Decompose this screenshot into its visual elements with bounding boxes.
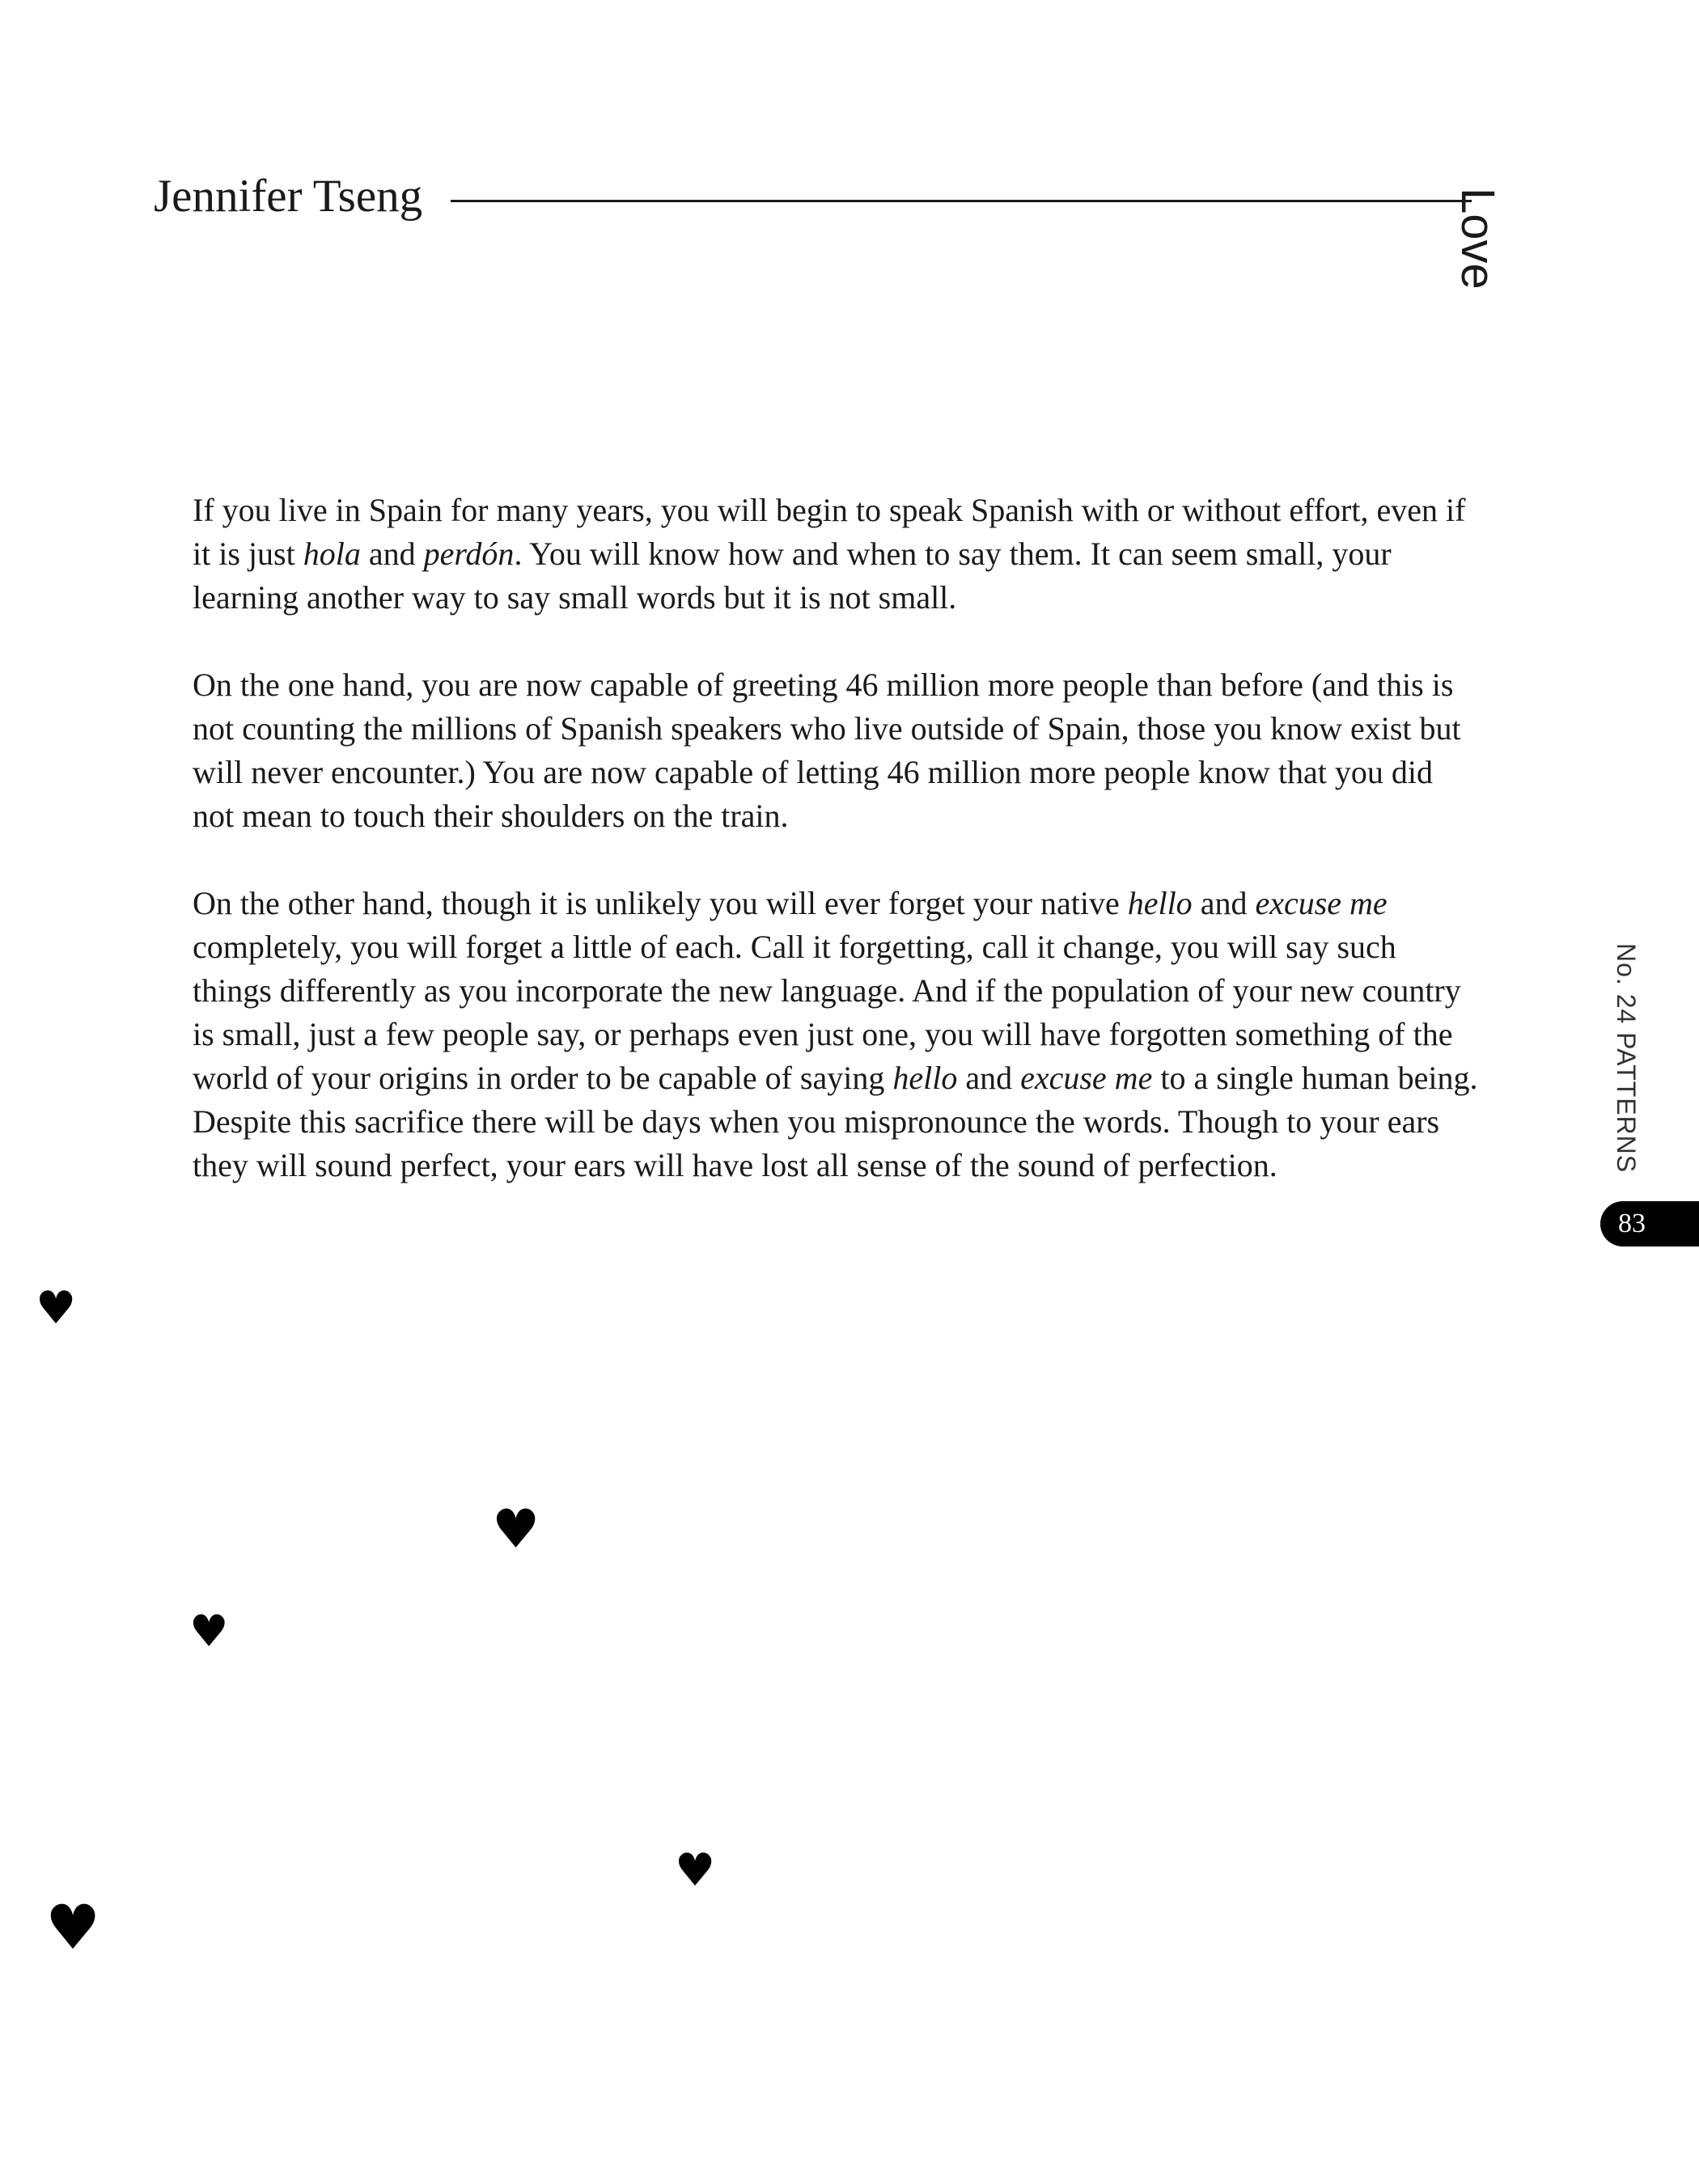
paragraph-2: On the one hand, you are now capable of greeting 46 million more people than before (and this is not counting the millions of Spanish speakers who live outside of Spain, those you know exist but will never encounter.) You are now capable of letting 46 million more people know that you did not mean to touch their shoulders on the train. [193, 667, 1461, 834]
heart-icon: ♥ [45, 1891, 101, 1963]
italic-excuse-me: excuse me [1255, 885, 1388, 921]
issue-label: No. 24 PATTERNS [1612, 943, 1641, 1174]
paragraph-3: On the other hand, though it is unlikely you will ever forget your native hello and excuse me completely, you will forget a little of each. Call it forgetting, call it change, you will say such things differently as you incorporate the new language. And if the population of your new country is small, just a few people say, or perhaps even just one, you will have forgotten something of the world of your origins in order to be capable of saying hello and excuse me to a single human being. Despite this sacrifice there will be days when you mispronounce the words. Though to your ears they will sound perfect, your ears will have lost all sense of the sound of perfection. [193, 885, 1478, 1183]
italic-hola: hola [303, 535, 361, 572]
paragraph-1: If you live in Spain for many years, you will begin to speak Spanish with or without effort, even if it is just hola and perdón. You will know how and when to say them. It can seem small, your learning another way to say small words but it is not small. [193, 492, 1466, 616]
heart-icon: ♥ [36, 1282, 77, 1335]
italic-excuse-me: excuse me [1020, 1060, 1153, 1096]
italic-hello: hello [892, 1060, 958, 1096]
author-name: Jennifer Tseng [154, 171, 423, 222]
italic-perdon: perdón [423, 535, 515, 572]
italic-hello: hello [1127, 885, 1193, 921]
article-body [193, 489, 1479, 1231]
heart-icon: ♥ [189, 1606, 229, 1657]
heart-icon: ♥ [492, 1498, 540, 1560]
section-title: Love [1451, 188, 1504, 290]
page-number-tab [1600, 1201, 1699, 1246]
page-number: 83 [1618, 1208, 1646, 1238]
header-rule [451, 200, 1472, 202]
heart-icon: ♥ [675, 1844, 716, 1897]
